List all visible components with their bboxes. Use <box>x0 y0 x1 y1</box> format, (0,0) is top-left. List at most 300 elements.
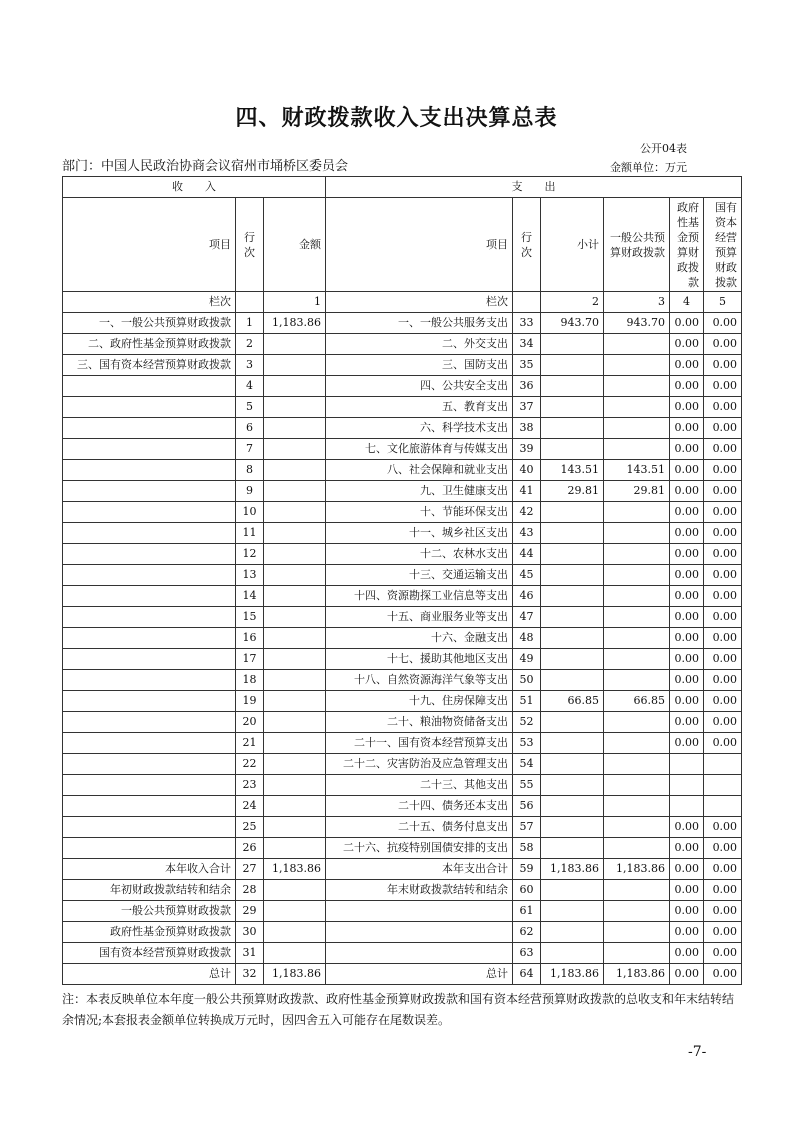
cell: 45 <box>513 565 541 586</box>
cell <box>264 880 326 901</box>
cell: 29.81 <box>604 481 670 502</box>
col-gov-fund: 政府性基金预算财政拨款 <box>670 198 704 292</box>
cell <box>264 943 326 964</box>
cell <box>63 796 236 817</box>
table-row <box>63 334 742 355</box>
table-row <box>63 943 742 964</box>
cell <box>541 502 604 523</box>
table-row <box>63 565 742 586</box>
cell <box>604 418 670 439</box>
cell: 26 <box>236 838 264 859</box>
cell <box>264 439 326 460</box>
cell <box>541 901 604 922</box>
cell: 1,183.86 <box>264 859 326 880</box>
cell <box>326 901 513 922</box>
cell <box>541 586 604 607</box>
cell <box>541 880 604 901</box>
cell: 3 <box>236 355 264 376</box>
cell: 53 <box>513 733 541 754</box>
cell: 本年收入合计 <box>63 859 236 880</box>
cell: 29.81 <box>541 481 604 502</box>
cell <box>604 922 670 943</box>
cell: 十五、商业服务业等支出 <box>326 607 513 628</box>
cell <box>541 817 604 838</box>
cell <box>541 922 604 943</box>
cell: 九、卫生健康支出 <box>326 481 513 502</box>
cell: 0.00 <box>670 628 704 649</box>
cell: 十六、金融支出 <box>326 628 513 649</box>
cell: 9 <box>236 481 264 502</box>
cell <box>704 754 742 775</box>
cell <box>541 628 604 649</box>
department: 部门：中国人民政治协商会议宿州市埇桥区委员会 <box>62 159 349 174</box>
cell: 栏次 <box>63 292 236 313</box>
cell: 60 <box>513 880 541 901</box>
cell: 0.00 <box>704 313 742 334</box>
cell: 20 <box>236 712 264 733</box>
cell <box>604 544 670 565</box>
cell: 17 <box>236 649 264 670</box>
cell <box>264 733 326 754</box>
cell <box>670 796 704 817</box>
cell: 15 <box>236 607 264 628</box>
cell: 一、一般公共预算财政拨款 <box>63 313 236 334</box>
cell: 十、节能环保支出 <box>326 502 513 523</box>
cell: 6 <box>236 418 264 439</box>
cell <box>541 649 604 670</box>
cell: 0.00 <box>670 565 704 586</box>
cell <box>264 481 326 502</box>
table-row <box>63 817 742 838</box>
cell <box>264 628 326 649</box>
income-header: 收 入 <box>63 177 326 198</box>
cell: 四、公共安全支出 <box>326 376 513 397</box>
table-row <box>63 523 742 544</box>
cell: 0.00 <box>704 607 742 628</box>
cell <box>604 943 670 964</box>
cell <box>63 670 236 691</box>
cell: 0.00 <box>670 334 704 355</box>
cell: 24 <box>236 796 264 817</box>
cell: 十七、援助其他地区支出 <box>326 649 513 670</box>
cell: 1,183.86 <box>604 859 670 880</box>
cell: 0.00 <box>704 670 742 691</box>
cell: 33 <box>513 313 541 334</box>
cell: 一、一般公共服务支出 <box>326 313 513 334</box>
cell: 47 <box>513 607 541 628</box>
cell: 54 <box>513 754 541 775</box>
cell <box>264 817 326 838</box>
cell: 0.00 <box>670 733 704 754</box>
cell <box>604 355 670 376</box>
cell: 0.00 <box>670 418 704 439</box>
cell: 27 <box>236 859 264 880</box>
cell <box>541 754 604 775</box>
table-row <box>63 964 742 985</box>
cell: 36 <box>513 376 541 397</box>
cell: 1 <box>264 292 326 313</box>
cell: 0.00 <box>704 481 742 502</box>
cell: 34 <box>513 334 541 355</box>
form-number: 公开04表 <box>640 142 687 155</box>
cell: 25 <box>236 817 264 838</box>
cell: 栏次 <box>326 292 513 313</box>
cell: 19 <box>236 691 264 712</box>
cell: 十八、自然资源海洋气象等支出 <box>326 670 513 691</box>
cell <box>541 523 604 544</box>
cell: 本年支出合计 <box>326 859 513 880</box>
cell: 50 <box>513 670 541 691</box>
cell: 44 <box>513 544 541 565</box>
cell: 63 <box>513 943 541 964</box>
table-row <box>63 355 742 376</box>
cell <box>63 586 236 607</box>
cell <box>264 460 326 481</box>
cell <box>264 376 326 397</box>
cell: 61 <box>513 901 541 922</box>
cell <box>670 775 704 796</box>
cell <box>541 796 604 817</box>
cell <box>604 796 670 817</box>
cell: 31 <box>236 943 264 964</box>
cell: 32 <box>236 964 264 985</box>
table-row <box>63 313 742 334</box>
cell: 0.00 <box>670 691 704 712</box>
cell <box>541 733 604 754</box>
cell: 2 <box>541 292 604 313</box>
cell <box>63 418 236 439</box>
cell <box>604 523 670 544</box>
cell: 51 <box>513 691 541 712</box>
col-amount: 金额 <box>264 198 326 292</box>
cell: 52 <box>513 712 541 733</box>
cell <box>541 418 604 439</box>
cell: 0.00 <box>704 817 742 838</box>
cell: 4 <box>670 292 704 313</box>
table-row <box>63 649 742 670</box>
cell: 二十、粮油物资储备支出 <box>326 712 513 733</box>
cell <box>264 901 326 922</box>
cell: 143.51 <box>541 460 604 481</box>
cell: 0.00 <box>704 544 742 565</box>
cell: 35 <box>513 355 541 376</box>
cell: 0.00 <box>670 544 704 565</box>
cell <box>541 838 604 859</box>
cell <box>63 775 236 796</box>
cell <box>604 397 670 418</box>
cell: 59 <box>513 859 541 880</box>
cell <box>63 817 236 838</box>
cell: 16 <box>236 628 264 649</box>
cell <box>264 607 326 628</box>
cell <box>264 418 326 439</box>
cell: 二、政府性基金预算财政拨款 <box>63 334 236 355</box>
col-item: 项目 <box>63 198 236 292</box>
cell <box>604 712 670 733</box>
cell <box>604 586 670 607</box>
cell: 三、国防支出 <box>326 355 513 376</box>
cell <box>604 670 670 691</box>
footnote: 注：本表反映单位本年度一般公共预算财政拨款、政府性基金预算财政拨款和国有资本经营预算财政拨款的总收支和年末结转结余情况;本套报表金额单位转换成万元时，因四舍五入可能存在尾数误差。 <box>62 992 735 1027</box>
expense-header: 支 出 <box>326 177 742 198</box>
cell: 0.00 <box>704 838 742 859</box>
cell: 0.00 <box>670 901 704 922</box>
table-row <box>63 670 742 691</box>
cell: 三、国有资本经营预算财政拨款 <box>63 355 236 376</box>
table-row <box>63 901 742 922</box>
cell: 0.00 <box>670 922 704 943</box>
cell: 0.00 <box>670 880 704 901</box>
cell: 5 <box>236 397 264 418</box>
cell: 1,183.86 <box>541 859 604 880</box>
cell <box>604 628 670 649</box>
cell: 总计 <box>63 964 236 985</box>
cell: 二十二、灾害防治及应急管理支出 <box>326 754 513 775</box>
cell: 8 <box>236 460 264 481</box>
cell <box>541 334 604 355</box>
cell: 0.00 <box>704 859 742 880</box>
cell: 49 <box>513 649 541 670</box>
cell: 二十四、债务还本支出 <box>326 796 513 817</box>
cell: 二十六、抗疫特别国债安排的支出 <box>326 838 513 859</box>
cell: 40 <box>513 460 541 481</box>
table-row <box>63 628 742 649</box>
table-row <box>63 586 742 607</box>
cell <box>63 439 236 460</box>
cell: 41 <box>513 481 541 502</box>
cell: 943.70 <box>604 313 670 334</box>
cell: 0.00 <box>704 964 742 985</box>
cell: 0.00 <box>704 418 742 439</box>
table-row <box>63 607 742 628</box>
cell: 0.00 <box>670 859 704 880</box>
cell <box>63 523 236 544</box>
cell <box>264 796 326 817</box>
cell <box>604 439 670 460</box>
cell <box>63 733 236 754</box>
cell: 0.00 <box>704 691 742 712</box>
cell <box>604 607 670 628</box>
column-number-row <box>63 292 742 313</box>
cell: 二十五、债务付息支出 <box>326 817 513 838</box>
cell: 0.00 <box>704 439 742 460</box>
cell: 八、社会保障和就业支出 <box>326 460 513 481</box>
cell: 46 <box>513 586 541 607</box>
cell: 14 <box>236 586 264 607</box>
cell <box>541 943 604 964</box>
cell: 0.00 <box>670 943 704 964</box>
cell: 29 <box>236 901 264 922</box>
cell <box>264 838 326 859</box>
cell <box>264 922 326 943</box>
cell <box>604 901 670 922</box>
cell: 3 <box>604 292 670 313</box>
cell: 143.51 <box>604 460 670 481</box>
cell <box>264 586 326 607</box>
cell <box>541 355 604 376</box>
cell: 0.00 <box>704 334 742 355</box>
cell: 0.00 <box>704 586 742 607</box>
cell <box>264 565 326 586</box>
table-row <box>63 481 742 502</box>
table-row <box>63 418 742 439</box>
cell: 二十一、国有资本经营预算支出 <box>326 733 513 754</box>
cell <box>604 817 670 838</box>
cell <box>604 880 670 901</box>
cell: 1 <box>236 313 264 334</box>
cell <box>541 565 604 586</box>
cell: 42 <box>513 502 541 523</box>
cell: 10 <box>236 502 264 523</box>
cell <box>63 544 236 565</box>
cell <box>604 754 670 775</box>
cell: 十三、交通运输支出 <box>326 565 513 586</box>
cell: 十二、农林水支出 <box>326 544 513 565</box>
cell <box>264 523 326 544</box>
cell <box>63 838 236 859</box>
cell: 国有资本经营预算财政拨款 <box>63 943 236 964</box>
cell: 0.00 <box>704 649 742 670</box>
cell <box>604 565 670 586</box>
cell: 年末财政拨款结转和结余 <box>326 880 513 901</box>
cell: 一般公共预算财政拨款 <box>63 901 236 922</box>
cell: 二十三、其他支出 <box>326 775 513 796</box>
cell <box>541 397 604 418</box>
cell <box>541 544 604 565</box>
cell: 0.00 <box>670 670 704 691</box>
cell <box>704 796 742 817</box>
cell: 5 <box>704 292 742 313</box>
cell <box>604 838 670 859</box>
cell <box>541 670 604 691</box>
cell: 0.00 <box>670 607 704 628</box>
table-row <box>63 733 742 754</box>
cell <box>670 754 704 775</box>
cell: 0.00 <box>670 439 704 460</box>
cell: 48 <box>513 628 541 649</box>
cell <box>264 544 326 565</box>
cell: 23 <box>236 775 264 796</box>
cell: 0.00 <box>704 502 742 523</box>
cell <box>604 775 670 796</box>
cell <box>63 376 236 397</box>
fiscal-table <box>62 176 742 985</box>
cell: 37 <box>513 397 541 418</box>
cell: 0.00 <box>704 565 742 586</box>
cell: 0.00 <box>670 355 704 376</box>
cell <box>513 292 541 313</box>
cell: 0.00 <box>670 523 704 544</box>
cell <box>63 460 236 481</box>
cell: 1,183.86 <box>541 964 604 985</box>
cell: 0.00 <box>704 460 742 481</box>
col-row-no: 行次 <box>236 198 264 292</box>
cell: 2 <box>236 334 264 355</box>
table-row <box>63 502 742 523</box>
cell <box>264 691 326 712</box>
cell: 十九、住房保障支出 <box>326 691 513 712</box>
page-number: -7- <box>688 1044 707 1060</box>
cell: 0.00 <box>670 649 704 670</box>
cell <box>264 397 326 418</box>
cell: 12 <box>236 544 264 565</box>
cell: 0.00 <box>670 397 704 418</box>
amount-unit: 金额单位：万元 <box>610 161 687 174</box>
table-row <box>63 796 742 817</box>
table-row <box>63 859 742 880</box>
cell: 0.00 <box>670 712 704 733</box>
cell: 十一、城乡社区支出 <box>326 523 513 544</box>
cell <box>63 649 236 670</box>
cell <box>264 754 326 775</box>
cell: 年初财政拨款结转和结余 <box>63 880 236 901</box>
cell: 58 <box>513 838 541 859</box>
cell: 0.00 <box>670 838 704 859</box>
cell <box>63 565 236 586</box>
table-row <box>63 691 742 712</box>
cell: 0.00 <box>670 964 704 985</box>
cell: 0.00 <box>704 880 742 901</box>
cell: 30 <box>236 922 264 943</box>
cell <box>63 691 236 712</box>
cell: 六、科学技术支出 <box>326 418 513 439</box>
cell: 943.70 <box>541 313 604 334</box>
cell: 7 <box>236 439 264 460</box>
cell <box>326 922 513 943</box>
cell: 43 <box>513 523 541 544</box>
cell <box>63 754 236 775</box>
cell: 66.85 <box>604 691 670 712</box>
cell: 28 <box>236 880 264 901</box>
table-row <box>63 439 742 460</box>
cell: 0.00 <box>670 481 704 502</box>
cell: 0.00 <box>704 733 742 754</box>
table-row <box>63 544 742 565</box>
cell: 0.00 <box>670 502 704 523</box>
table-section <box>62 176 742 1061</box>
cell <box>264 712 326 733</box>
cell <box>63 712 236 733</box>
cell: 总计 <box>326 964 513 985</box>
cell: 0.00 <box>670 376 704 397</box>
cell: 39 <box>513 439 541 460</box>
cell: 21 <box>236 733 264 754</box>
cell <box>264 649 326 670</box>
table-row <box>63 922 742 943</box>
cell <box>264 334 326 355</box>
cell: 五、教育支出 <box>326 397 513 418</box>
cell: 1,183.86 <box>264 964 326 985</box>
cell: 18 <box>236 670 264 691</box>
table-row <box>63 460 742 481</box>
cell <box>264 670 326 691</box>
cell: 政府性基金预算财政拨款 <box>63 922 236 943</box>
cell <box>264 502 326 523</box>
cell: 57 <box>513 817 541 838</box>
cell: 二、外交支出 <box>326 334 513 355</box>
cell <box>63 397 236 418</box>
cell <box>63 628 236 649</box>
cell: 七、文化旅游体育与传媒支出 <box>326 439 513 460</box>
table-row <box>63 376 742 397</box>
col-item2: 项目 <box>326 198 513 292</box>
cell: 56 <box>513 796 541 817</box>
cell <box>541 439 604 460</box>
page-title: 四、财政拨款收入支出决算总表 <box>235 105 558 131</box>
cell: 0.00 <box>704 523 742 544</box>
cell: 11 <box>236 523 264 544</box>
cell: 0.00 <box>670 586 704 607</box>
